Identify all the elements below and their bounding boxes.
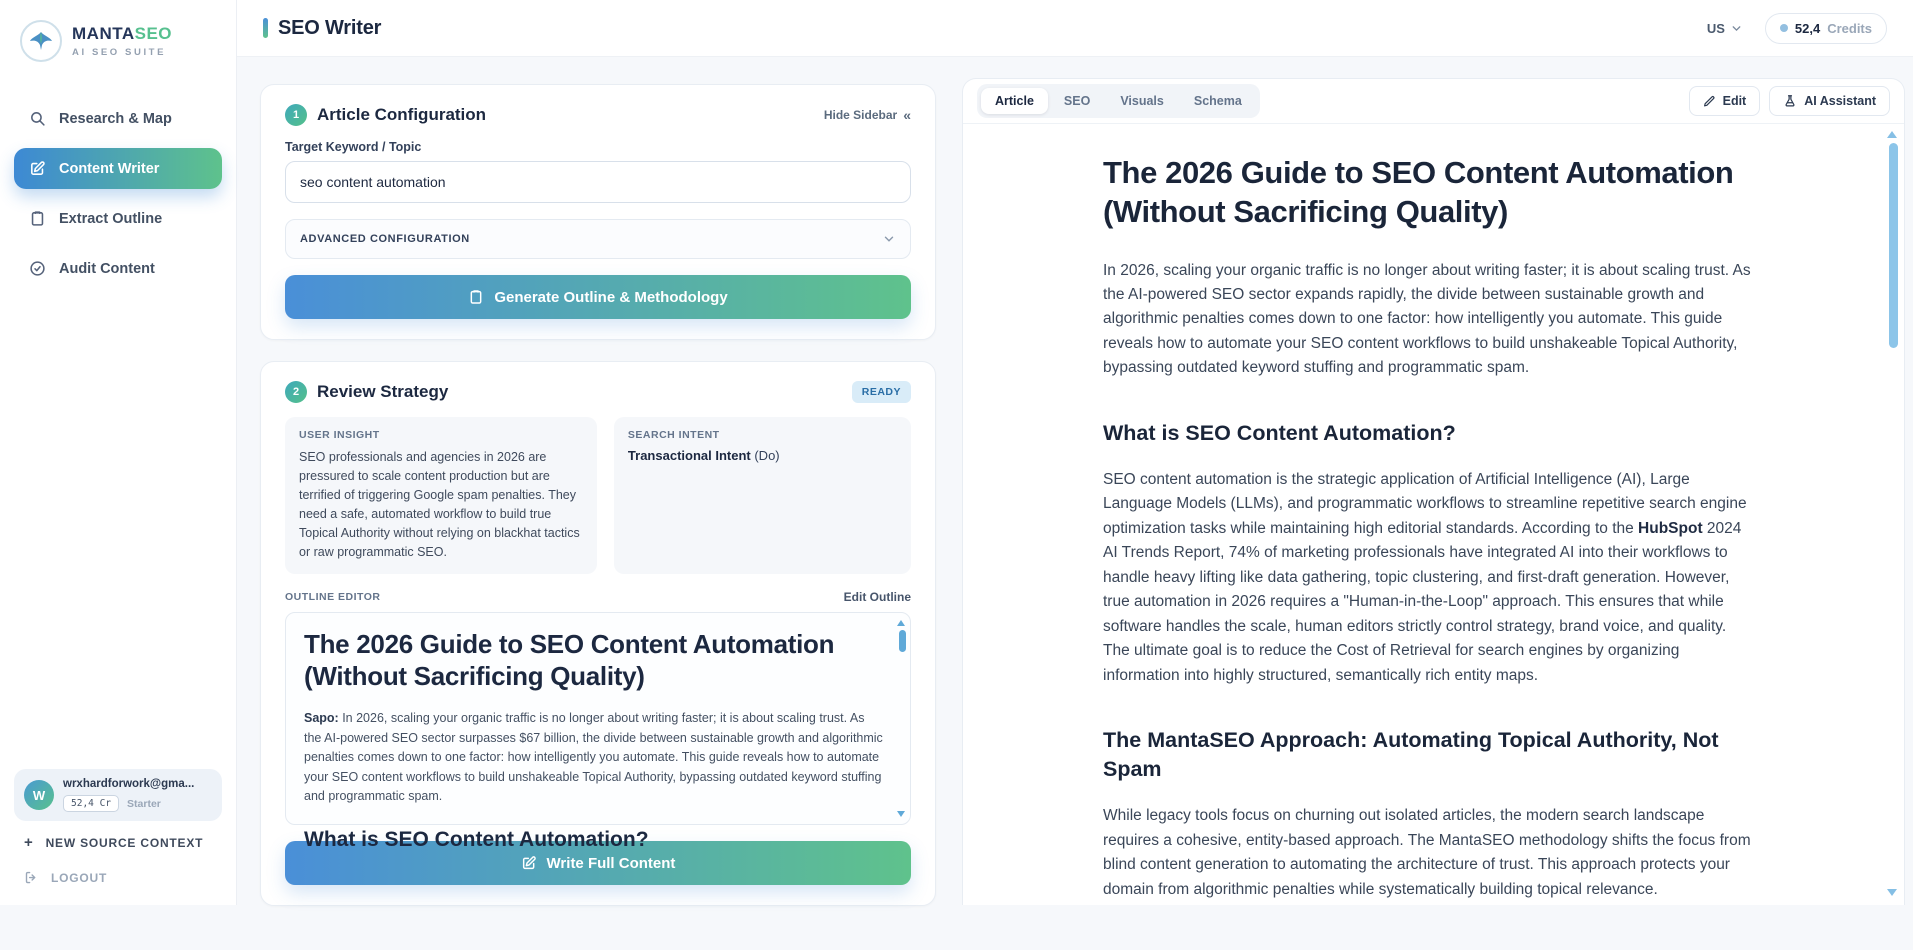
article-scrollbar-thumb[interactable] (1889, 143, 1898, 348)
advanced-configuration-toggle[interactable] (285, 219, 911, 259)
title-accent-bar (263, 18, 268, 38)
new-source-context-label: NEW SOURCE CONTEXT (45, 836, 204, 850)
outline-next-heading: What is SEO Content Automation? (304, 828, 649, 852)
scroll-down-icon[interactable] (1887, 889, 1897, 896)
ai-assistant-button[interactable] (1769, 86, 1890, 116)
article-heading: The MantaSEO Approach: Automating Topical Authority, Not Spam (1103, 728, 1719, 782)
credit-dot-icon (1780, 24, 1788, 32)
search-icon (29, 110, 46, 127)
step-2-badge: 2 (285, 381, 307, 403)
tab-article[interactable]: Article (981, 88, 1048, 114)
locale-selector[interactable] (1707, 21, 1743, 36)
article-title: The 2026 Guide to SEO Content Automation (Without Sacrificing Quality) (1103, 155, 1734, 229)
scroll-down-icon[interactable] (897, 811, 905, 817)
sidebar-item-label: Research & Map (59, 110, 172, 127)
credits-badge: 52,4 Cr (63, 795, 119, 812)
edit-button-label: Edit (1722, 94, 1747, 108)
avatar: W (24, 780, 54, 810)
manta-logo-icon (20, 20, 62, 62)
pencil-square-icon (29, 160, 46, 177)
brand-name: MANTASEO (72, 24, 173, 43)
edit-outline-button[interactable]: Edit Outline (843, 590, 911, 604)
article-paragraph: In 2026, scaling your organic traffic is no longer about writing faster; it is about scaling trust. As the AI-powered SEO sector expands rapidly, the divide between sustainable growth and algorithmic penalties comes down to one factor: how intelligently you automate. This guide reveals how to automate your SEO content workflows to build unshakeable Topical Authority, bypassing outdated keyword stuffing and programmatic spam. (1103, 261, 1751, 377)
advanced-configuration-label: ADVANCED CONFIGURATION (300, 233, 470, 245)
topbar (237, 0, 1913, 57)
article-configuration-card (260, 84, 936, 340)
sidebar (0, 0, 237, 905)
collapse-left-icon: « (903, 107, 911, 123)
hide-sidebar-label: Hide Sidebar (823, 108, 898, 122)
plan-label: Starter (127, 797, 161, 810)
article-paragraph: While legacy tools focus on churning out isolated articles, the modern search landscape requires a cohesive, entity-based approach. The MantaSEO methodology shifts the focus from blind content generation to automating the architecture of trust. This approach protects your domain from algorithmic penalties while systematically building topical relevance. (1103, 807, 1751, 898)
pencil-icon (1703, 95, 1716, 108)
locale-value: US (1706, 20, 1725, 36)
user-insight-label: USER INSIGHT (299, 429, 380, 441)
keyword-label: Target Keyword / Topic (285, 140, 422, 154)
review-strategy-title: Review Strategy (317, 382, 449, 401)
sidebar-item-label: Audit Content (59, 260, 155, 277)
check-circle-icon (29, 260, 46, 277)
write-full-content-label: Write Full Content (546, 854, 676, 872)
tab-seo[interactable]: SEO (1063, 94, 1091, 108)
sidebar-item-label: Content Writer (59, 160, 160, 177)
new-source-context-button[interactable] (14, 821, 222, 852)
search-intent-value: Transactional Intent (Do) (627, 448, 780, 463)
preview-tabs (977, 84, 1260, 118)
credits-word: Credits (1827, 20, 1872, 36)
brand-tagline: AI SEO SUITE (72, 47, 167, 58)
outline-editor-label: OUTLINE EDITOR (285, 591, 381, 603)
keyword-input[interactable] (285, 161, 911, 203)
scroll-up-icon[interactable] (1887, 131, 1897, 138)
sidebar-item-label: Extract Outline (59, 210, 163, 227)
article-preview-panel (962, 78, 1905, 905)
generate-outline-label: Generate Outline & Methodology (494, 288, 728, 306)
user-insight-box (285, 417, 597, 574)
article-configuration-title: Article Configuration (317, 105, 487, 124)
page-title: SEO Writer (278, 16, 382, 39)
chevron-down-icon (882, 232, 896, 246)
tab-visuals[interactable]: Visuals (1120, 94, 1164, 108)
flask-icon (1783, 94, 1797, 108)
outline-sapo: Sapo: In 2026, scaling your organic traffic is no longer about writing faster; it is about scaling trust. As the AI-powered SEO sector surpasses $67 billion, the divide between sustainable growth and algorithmic penalties comes down to one factor: how intelligently you automate. This guide reveals how to automate your SEO content workflows to build unshakeable Topical Authority, bypassing outdated keyword stuffing and programmatic spam. (304, 711, 883, 803)
clipboard-icon (29, 210, 46, 227)
user-insight-text: SEO professionals and agencies in 2026 are pressured to scale content production but are terrified of triggering Google spam penalties. They need a safe, automated workflow to build true Topical Authority without relying on blackhat tactics or raw programmatic SEO. (299, 450, 580, 559)
edit-button[interactable] (1689, 86, 1761, 116)
article-heading: What is SEO Content Automation? (1103, 420, 1456, 445)
sidebar-item-research-map[interactable] (14, 98, 222, 139)
config-column (260, 84, 936, 906)
generate-outline-button[interactable] (285, 275, 911, 319)
logout-label: LOGOUT (51, 870, 108, 885)
credits-value: 52,4 (1794, 20, 1821, 36)
article-content-area (963, 124, 1904, 950)
step-1-badge: 1 (285, 104, 307, 126)
user-card[interactable] (14, 769, 222, 821)
sidebar-nav (14, 98, 222, 289)
article-paragraph: SEO content automation is the strategic application of Artificial Intelligence (AI), Large Language Models (LLMs), and programmatic workflows to streamline repetitive search engine optimization tasks while maintaining high editorial standards. According to the HubSpot 2024 AI Trends Report, 74% of marketing professionals have integrated AI into their workflows to handle heavy lifting like data gathering, topic clustering, and first-draft generation. However, true automation in 2026 requires a "Human-in-the-Loop" approach. This ensures that while software handles the scale, human editors strictly control strategy, brand voice, and quality. The ultimate goal is to reduce the Cost of Retrieval for search engines by organizing information into highly structured, semantically rich entity maps. (1103, 470, 1747, 684)
logout-icon (24, 870, 39, 885)
clipboard-icon (468, 289, 484, 305)
scroll-up-icon[interactable] (897, 620, 905, 626)
search-intent-label: SEARCH INTENT (627, 429, 720, 441)
review-strategy-card (260, 361, 936, 906)
outline-title: The 2026 Guide to SEO Content Automation (Without Sacrificing Quality) (304, 629, 835, 691)
ready-status-badge: READY (852, 381, 911, 403)
sidebar-item-audit-content[interactable] (14, 248, 222, 289)
search-intent-box (614, 417, 911, 574)
sidebar-item-extract-outline[interactable] (14, 198, 222, 239)
sidebar-item-content-writer[interactable] (14, 148, 222, 189)
hide-sidebar-button[interactable] (824, 107, 911, 123)
user-email: wrxhardforwork@gma... (63, 778, 195, 790)
brand (14, 20, 222, 92)
chevron-down-icon (1730, 22, 1743, 35)
outline-scrollbar-thumb[interactable] (899, 630, 906, 652)
ai-assistant-label: AI Assistant (1804, 94, 1876, 108)
plus-icon: + (24, 834, 34, 851)
logout-button[interactable] (14, 852, 222, 887)
outline-editor[interactable] (285, 612, 911, 852)
credits-pill[interactable] (1765, 13, 1887, 44)
pencil-square-icon (521, 855, 537, 871)
tab-schema[interactable]: Schema (1193, 94, 1242, 108)
